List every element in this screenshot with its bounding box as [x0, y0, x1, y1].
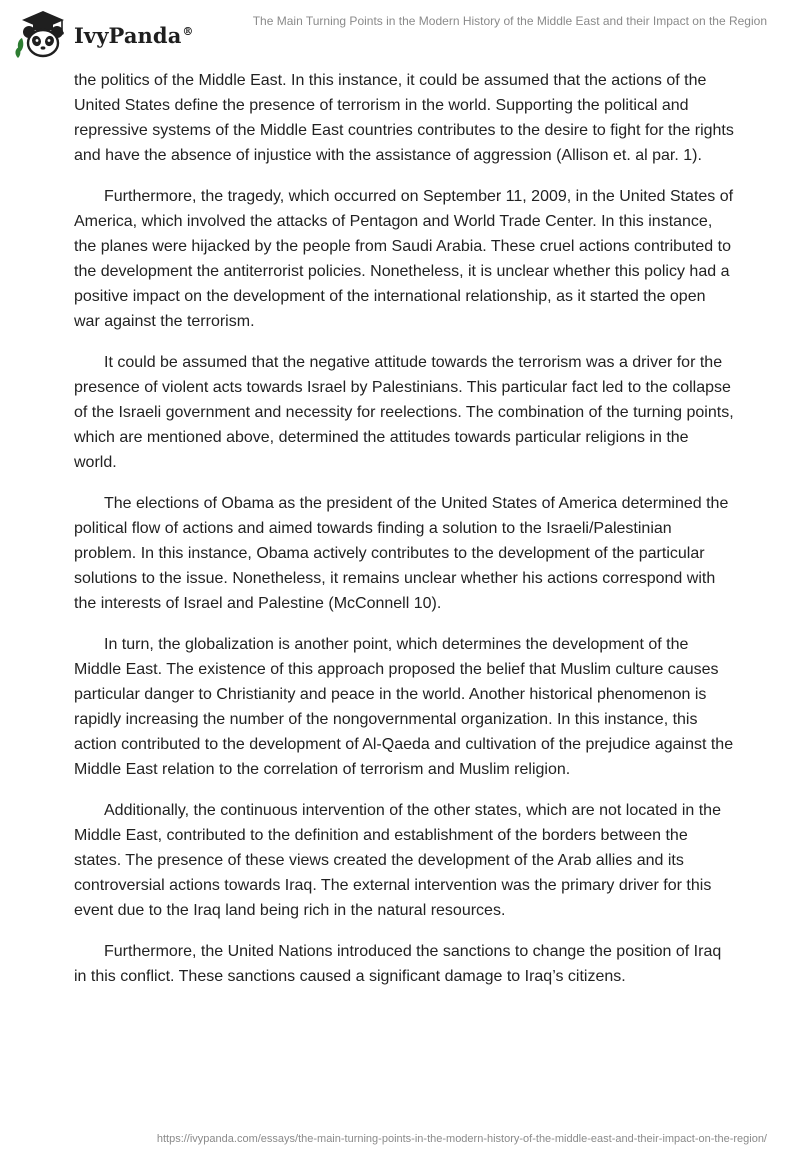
- source-url[interactable]: https://ivypanda.com/essays/the-main-turning-points-in-the-modern-history-of-the-middle-east-and-their-impact-on-the-region/: [156, 1133, 767, 1145]
- registered-mark: ®: [182, 24, 194, 38]
- paragraph: Furthermore, the United Nations introduced the sanctions to change the position of Iraq in this conflict. These sanctions caused a significant damage to Iraq’s citizens.: [74, 943, 722, 985]
- panda-graduate-icon: [14, 8, 72, 60]
- paragraph: In turn, the globalization is another point, which determines the development of the Middle East. The existence of this approach proposed the belief that Muslim culture causes particular danger to Christianity and peace in the world. Another historical phenomenon is rapidly increasing the number of the nongovernmental organization. In this instance, this action contributed to the development of Al-Qaeda and cultivation of the prejudice against the Middle East relation to the correlation of terrorism and Muslim religion.: [74, 636, 734, 778]
- paragraph: The elections of Obama as the president of the United States of America determined the political flow of actions and aimed towards finding a solution to the Israeli/Palestinian problem. In this instance, Obama actively contributes to the development of the particular solutions to the issue. Nonetheless, it remains unclear whether his actions correspond with the interests of Israel and Palestine (McConnell 10).: [74, 495, 729, 612]
- essay-body: [74, 68, 734, 1005]
- brand-name: IvyPanda®: [74, 22, 194, 48]
- document-title: The Main Turning Points in the Modern History of the Middle East and their Impact on the Region: [252, 14, 767, 28]
- paragraph: the politics of the Middle East. In this instance, it could be assumed that the actions of the United States define the presence of terrorism in the world. Supporting the political and repressive systems of the Middle East countries contributes to the desire to fight for the rights and have the absence of injustice with the assistance of aggression (Allison et. al par. 1).: [74, 72, 734, 164]
- paragraph: Furthermore, the tragedy, which occurred on September 11, 2009, in the United States of America, which involved the attacks of Pentagon and World Trade Center. In this instance, the planes were hijacked by the people from Saudi Arabia. These cruel actions contributed to the development the antiterrorist policies. Nonetheless, it is unclear whether this policy had a positive impact on the development of the international relationship, as it started the open war against the terrorism.: [74, 188, 734, 330]
- ivypanda-logo[interactable]: [14, 8, 194, 60]
- page-header: [0, 0, 800, 64]
- paragraph: It could be assumed that the negative attitude towards the terrorism was a driver for the presence of violent acts towards Israel by Palestinians. This particular fact led to the collapse of the Israeli government and necessity for reelections. The combination of the turning points, which are mentioned above, determined the attitudes towards particular religions in the world.: [74, 354, 734, 471]
- paragraph: Additionally, the continuous intervention of the other states, which are not located in the Middle East, contributed to the definition and establishment of the borders between the states. The presence of these views created the development of the Arab allies and its controversial actions towards Iraq. The external intervention was the primary driver for this event due to the Iraq land being rich in the natural resources.: [74, 802, 721, 919]
